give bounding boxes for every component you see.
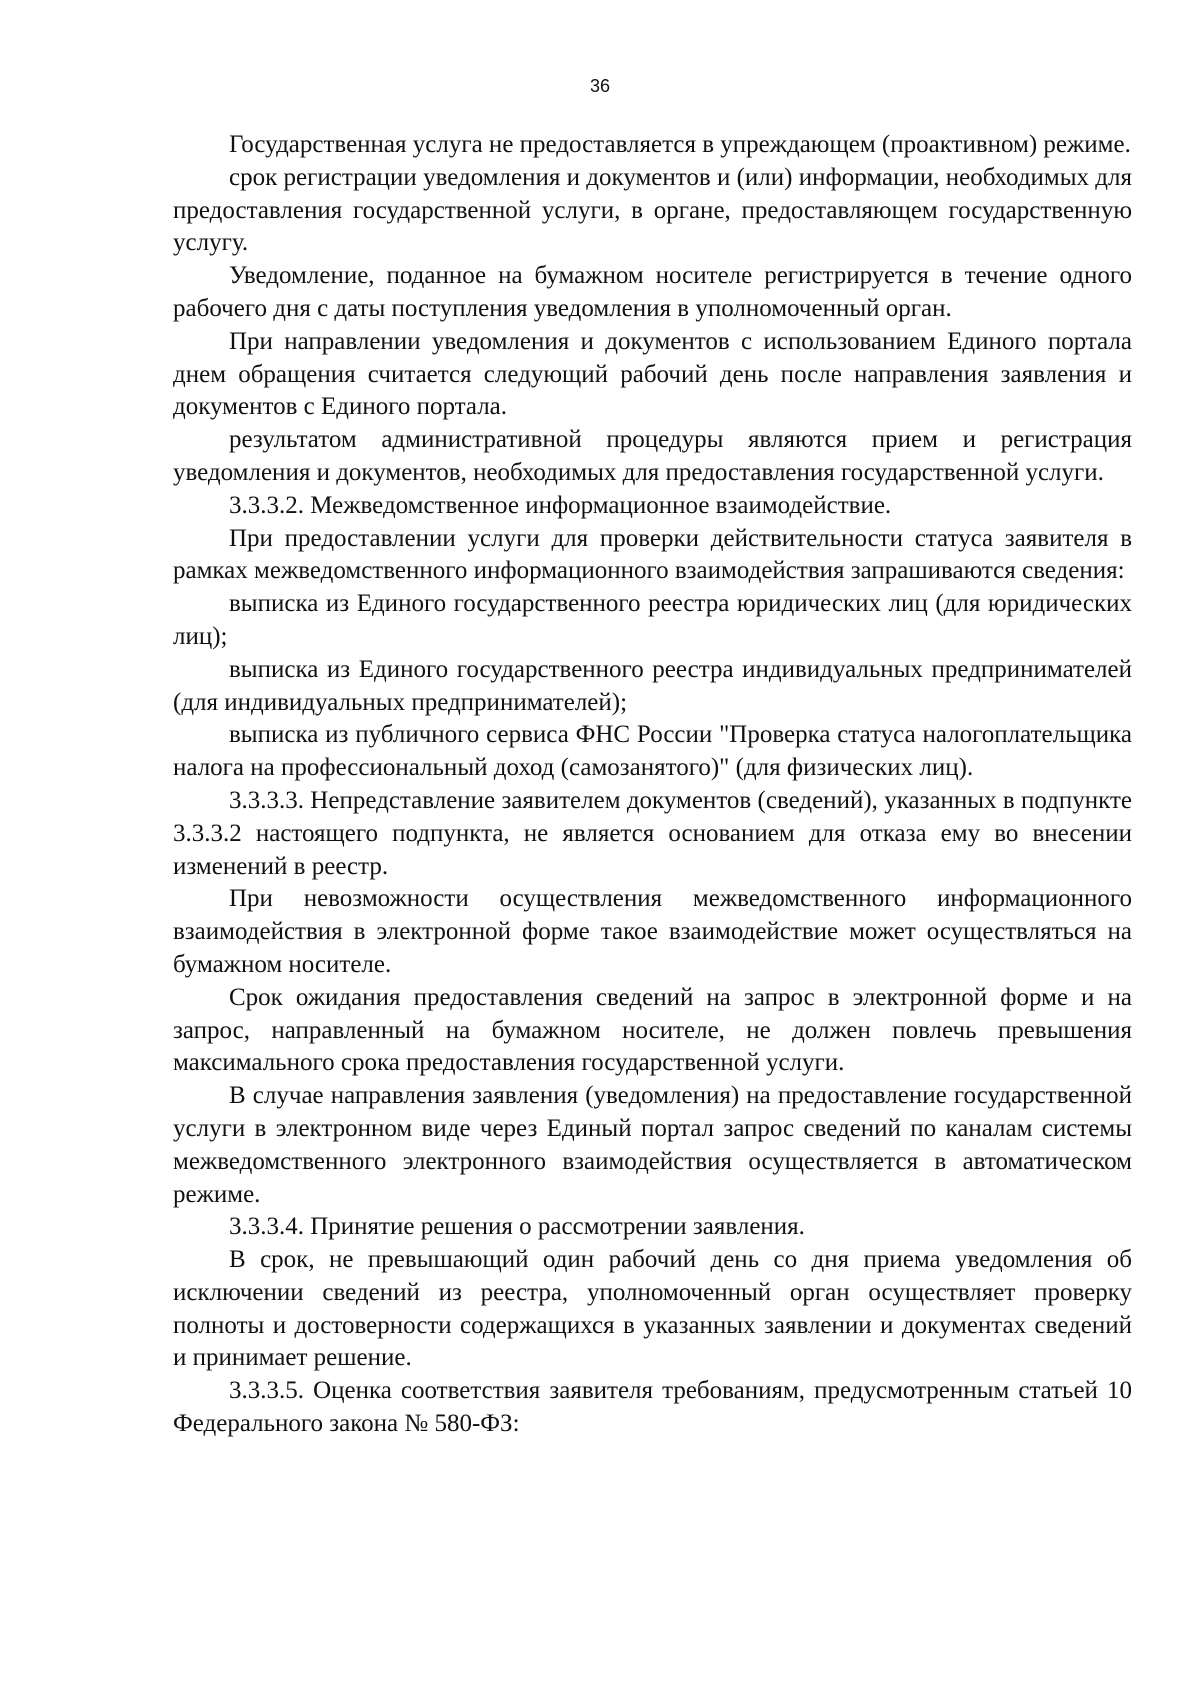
paragraph-unified-portal: При направлении уведомления и документов с использованием Единого портала днем обращения считается следующий рабочий день после направления заявления и документов с Единого портала. — [173, 327, 1132, 421]
paragraph-automatic-request: В случае направления заявления (уведомления) на предоставление государственной услуги в электронном виде через Единый портал запрос сведений по каналам системы межведомственного электронного взаимодействия осуществляется в автоматическом режиме. — [173, 1082, 1132, 1208]
list-item-self-employed: выписка из публичного сервиса ФНС России "Проверка статуса налогоплательщика налога на профессиональный доход (самозанятого)" (для физических лиц). — [173, 721, 1132, 782]
document-body — [173, 129, 1132, 1441]
paragraph-proactive-mode: Государственная услуга не предоставляется в упреждающем (проактивном) режиме. — [229, 131, 1131, 158]
paragraph-registration-term: срок регистрации уведомления и документов и (или) информации, необходимых для предоставления государственной услуги, в органе, предоставляющем государственную услугу. — [173, 163, 1132, 257]
paragraph-paper-interaction: При невозможности осуществления межведомственного информационного взаимодействия в электронной форме такое взаимодействие может осуществляться на бумажном носителе. — [173, 885, 1132, 978]
list-item-legal-entities: выписка из Единого государственного реестра юридических лиц (для юридических лиц); — [173, 590, 1132, 650]
section-heading-3-3-3-5: 3.3.3.5. Оценка соответствия заявителя требованиям, предусмотренным статьей 10 Федерального закона № 580-ФЗ: — [173, 1377, 1132, 1438]
paragraph-procedure-result: результатом административной процедуры являются прием и регистрация уведомления и документов, необходимых для предоставления государственной услуги. — [173, 426, 1132, 486]
section-heading-3-3-3-3: 3.3.3.3. Непредставление заявителем документов (сведений), указанных в подпункте 3.3.3.2 настоящего подпункта, не является основанием для отказа ему во внесении изменений в реестр. — [173, 786, 1132, 880]
page-number: 36 — [589, 76, 611, 96]
paragraph-decision-term: В срок, не превышающий один рабочий день со дня приема уведомления об исключении сведений из реестра, уполномоченный орган осуществляет проверку полноты и достоверности содержащихся в указанных заявлении и документах сведений и принимает решение. — [173, 1246, 1132, 1372]
list-item-entrepreneurs: выписка из Единого государственного реестра индивидуальных предпринимателей (для индивидуальных предпринимателей); — [173, 655, 1132, 716]
paragraph-status-verification: При предоставлении услуги для проверки действительности статуса заявителя в рамках межведомственного информационного взаимодействия запрашиваются сведения: — [173, 524, 1132, 585]
paragraph-waiting-term: Срок ожидания предоставления сведений на запрос в электронной форме и на запрос, направленный на бумажном носителе, не должен повлечь превышения максимального срока предоставления государственной услуги. — [173, 983, 1132, 1077]
section-heading-3-3-3-2: 3.3.3.2. Межведомственное информационное взаимодействие. — [229, 491, 892, 519]
section-heading-3-3-3-4: 3.3.3.4. Принятие решения о рассмотрении заявления. — [229, 1213, 805, 1241]
paragraph-paper-notification: Уведомление, поданное на бумажном носителе регистрируется в течение одного рабочего дня с даты поступления уведомления в уполномоченный орган. — [173, 262, 1132, 322]
